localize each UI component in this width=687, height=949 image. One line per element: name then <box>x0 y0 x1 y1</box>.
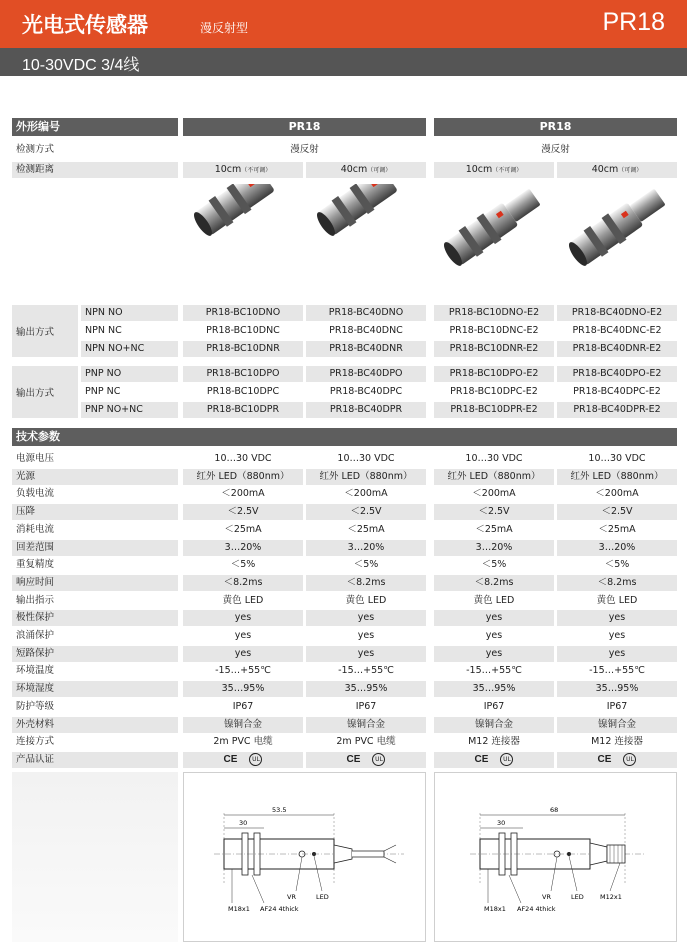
ul-mark-icon: UL <box>500 753 513 766</box>
param-value: yes <box>557 610 677 626</box>
ul-mark-icon: UL <box>249 753 262 766</box>
param-value: ＜25mA <box>306 522 426 538</box>
drawing-length: 30 <box>497 819 506 827</box>
cert-marks <box>434 752 554 768</box>
model-number: PR18-BC40DNC-E2 <box>557 323 677 339</box>
param-value: yes <box>434 628 554 644</box>
ul-mark-icon: UL <box>372 753 385 766</box>
param-value: ＜200mA <box>434 486 554 502</box>
model-number: PR18-BC40DNR <box>306 341 426 357</box>
param-value: 35…95% <box>183 681 303 697</box>
param-label: 消耗电流 <box>12 522 178 538</box>
output-type-label: PNP NO+NC <box>81 402 178 418</box>
param-value: yes <box>183 646 303 662</box>
param-label: 响应时间 <box>12 575 178 591</box>
detect-method-value: 漫反射 <box>183 142 426 158</box>
model-number: PR18-BC10DPC-E2 <box>434 384 554 400</box>
output-type-label: NPN NC <box>81 323 178 339</box>
group1-title: PR18 <box>183 118 426 136</box>
param-value: -15…+55℃ <box>183 663 303 679</box>
param-value: yes <box>434 646 554 662</box>
drawing-length: 30 <box>239 819 248 827</box>
model-number: PR18-BC40DPR-E2 <box>557 402 677 418</box>
param-value: yes <box>557 628 677 644</box>
sensor-image-connector <box>565 184 669 270</box>
model-number: PR18-BC10DNC-E2 <box>434 323 554 339</box>
param-value: yes <box>183 628 303 644</box>
ce-mark-icon: CE <box>474 754 489 765</box>
param-label: 输出指示 <box>12 593 178 609</box>
param-value: 红外 LED（880nm） <box>557 469 677 485</box>
ce-mark-icon: CE <box>346 754 361 765</box>
model-number: PR18-BC40DNO <box>306 305 426 321</box>
drawing-led: LED <box>571 893 584 901</box>
param-value: M12 连接器 <box>434 734 554 750</box>
param-label: 产品认证 <box>12 752 178 768</box>
distance-cell: 40cm（可调） <box>306 162 426 178</box>
param-value: yes <box>557 646 677 662</box>
model-number: PR18-BC10DPC <box>183 384 303 400</box>
distance-cell: 40cm（可调） <box>557 162 677 178</box>
param-value: ＜5% <box>434 557 554 573</box>
model-number: PR18-BC10DPO <box>183 366 303 382</box>
pnp-output-label: 输出方式 <box>12 366 78 418</box>
output-type-label: PNP NO <box>81 366 178 382</box>
param-value: -15…+55℃ <box>557 663 677 679</box>
model-number: PR18-BC10DNR-E2 <box>434 341 554 357</box>
group2-title: PR18 <box>434 118 677 136</box>
param-value: ＜2.5V <box>183 504 303 520</box>
voltage-line: 10-30VDC 3/4线 <box>22 57 140 74</box>
param-value: yes <box>306 646 426 662</box>
param-value: -15…+55℃ <box>434 663 554 679</box>
param-value: 黄色 LED <box>557 593 677 609</box>
param-value: yes <box>183 610 303 626</box>
param-value: 3…20% <box>434 540 554 556</box>
param-value: 10…30 VDC <box>434 451 554 467</box>
param-label: 压降 <box>12 504 178 520</box>
param-value: ＜5% <box>306 557 426 573</box>
cert-marks <box>306 752 426 768</box>
param-value: ＜2.5V <box>306 504 426 520</box>
param-label: 环境湿度 <box>12 681 178 697</box>
gap <box>429 772 433 942</box>
param-value: ＜8.2ms <box>434 575 554 591</box>
param-value: ＜8.2ms <box>306 575 426 591</box>
sensor-image-cable <box>293 184 474 240</box>
param-value: ＜8.2ms <box>557 575 677 591</box>
param-value: ＜200mA <box>183 486 303 502</box>
param-value: 3…20% <box>306 540 426 556</box>
param-value: ＜5% <box>183 557 303 573</box>
param-value: ＜25mA <box>557 522 677 538</box>
param-value: ＜2.5V <box>557 504 677 520</box>
param-label: 重复精度 <box>12 557 178 573</box>
drawing-total-length: 68 <box>550 806 559 814</box>
model-number: PR18-BC10DPR <box>183 402 303 418</box>
param-label: 防护等级 <box>12 699 178 715</box>
dimension-drawing-cable <box>183 772 426 942</box>
model-name: PR18 <box>602 8 665 36</box>
dimension-drawing-connector <box>434 772 677 942</box>
product-type-subtitle: 漫反射型 <box>200 21 249 35</box>
model-number: PR18-BC40DPC-E2 <box>557 384 677 400</box>
drawing-connector: M12x1 <box>600 893 622 901</box>
param-value: 3…20% <box>183 540 303 556</box>
param-value: ＜200mA <box>306 486 426 502</box>
model-number: PR18-BC40DPR <box>306 402 426 418</box>
cert-marks <box>557 752 677 768</box>
drawing-thread: M18x1 <box>484 905 506 913</box>
param-value: 35…95% <box>557 681 677 697</box>
drawing-wrench: AF24 4thick <box>517 905 556 913</box>
param-value: ＜25mA <box>434 522 554 538</box>
drawing-wrench: AF24 4thick <box>260 905 299 913</box>
param-value: ＜5% <box>557 557 677 573</box>
sensor-photos <box>183 184 677 300</box>
param-label: 连接方式 <box>12 734 178 750</box>
blank-panel <box>12 772 178 942</box>
distance-cell: 10cm（不可调） <box>183 162 303 178</box>
ce-mark-icon: CE <box>597 754 612 765</box>
param-value: ＜2.5V <box>434 504 554 520</box>
ce-mark-icon: CE <box>223 754 238 765</box>
param-value: 2m PVC 电缆 <box>183 734 303 750</box>
detect-method-value: 漫反射 <box>434 142 677 158</box>
shape-label: 外形编号 <box>12 118 178 136</box>
param-label: 环境温度 <box>12 663 178 679</box>
param-value: 镍铜合金 <box>306 717 426 733</box>
param-value: yes <box>434 610 554 626</box>
param-value: 2m PVC 电缆 <box>306 734 426 750</box>
param-value: IP67 <box>434 699 554 715</box>
param-value: 红外 LED（880nm） <box>434 469 554 485</box>
model-number: PR18-BC40DPC <box>306 384 426 400</box>
param-value: 镍铜合金 <box>434 717 554 733</box>
model-number: PR18-BC40DNR-E2 <box>557 341 677 357</box>
param-value: 黄色 LED <box>306 593 426 609</box>
distance-cell: 10cm（不可调） <box>434 162 554 178</box>
drawing-vr: VR <box>287 893 296 901</box>
detect-method-label: 检测方式 <box>12 142 178 158</box>
param-value: 10…30 VDC <box>306 451 426 467</box>
drawing-total-length: 53.5 <box>272 806 287 814</box>
param-value: IP67 <box>183 699 303 715</box>
param-value: 黄色 LED <box>183 593 303 609</box>
model-number: PR18-BC40DPO-E2 <box>557 366 677 382</box>
param-value: 35…95% <box>306 681 426 697</box>
drawing-vr: VR <box>542 893 551 901</box>
model-number: PR18-BC10DPO-E2 <box>434 366 554 382</box>
param-label: 电源电压 <box>12 451 178 467</box>
param-value: 红外 LED（880nm） <box>183 469 303 485</box>
ul-mark-icon: UL <box>623 753 636 766</box>
tech-params-title: 技术参数 <box>12 428 677 446</box>
param-value: 10…30 VDC <box>183 451 303 467</box>
output-type-label: NPN NO <box>81 305 178 321</box>
model-number: PR18-BC40DNO-E2 <box>557 305 677 321</box>
param-value: yes <box>306 610 426 626</box>
param-value: ＜8.2ms <box>183 575 303 591</box>
param-value: 镍铜合金 <box>183 717 303 733</box>
param-label: 短路保护 <box>12 646 178 662</box>
param-label: 极性保护 <box>12 610 178 626</box>
output-type-label: PNP NC <box>81 384 178 400</box>
model-number: PR18-BC10DNO-E2 <box>434 305 554 321</box>
page-header <box>0 0 687 48</box>
param-value: yes <box>306 628 426 644</box>
param-value: 35…95% <box>434 681 554 697</box>
param-value: 红外 LED（880nm） <box>306 469 426 485</box>
param-value: M12 连接器 <box>557 734 677 750</box>
param-value: IP67 <box>557 699 677 715</box>
model-number: PR18-BC10DNR <box>183 341 303 357</box>
param-label: 负载电流 <box>12 486 178 502</box>
param-value: 3…20% <box>557 540 677 556</box>
product-category-title: 光电式传感器 <box>22 13 148 37</box>
drawing-thread: M18x1 <box>228 905 250 913</box>
param-label: 光源 <box>12 469 178 485</box>
sensor-image-connector <box>440 184 544 270</box>
param-label: 浪涌保护 <box>12 628 178 644</box>
distance-label: 检测距离 <box>12 162 178 178</box>
output-type-label: NPN NO+NC <box>81 341 178 357</box>
param-label: 回差范围 <box>12 540 178 556</box>
model-number: PR18-BC10DPR-E2 <box>434 402 554 418</box>
param-value: -15…+55℃ <box>306 663 426 679</box>
model-number: PR18-BC10DNC <box>183 323 303 339</box>
param-value: 10…30 VDC <box>557 451 677 467</box>
param-value: 黄色 LED <box>434 593 554 609</box>
model-number: PR18-BC40DPO <box>306 366 426 382</box>
model-number: PR18-BC40DNC <box>306 323 426 339</box>
voltage-bar <box>0 48 687 76</box>
npn-output-label: 输出方式 <box>12 305 78 357</box>
param-value: ＜200mA <box>557 486 677 502</box>
cert-marks <box>183 752 303 768</box>
model-number: PR18-BC10DNO <box>183 305 303 321</box>
drawing-led: LED <box>316 893 329 901</box>
param-value: 镍铜合金 <box>557 717 677 733</box>
param-value: IP67 <box>306 699 426 715</box>
param-label: 外壳材料 <box>12 717 178 733</box>
param-value: ＜25mA <box>183 522 303 538</box>
